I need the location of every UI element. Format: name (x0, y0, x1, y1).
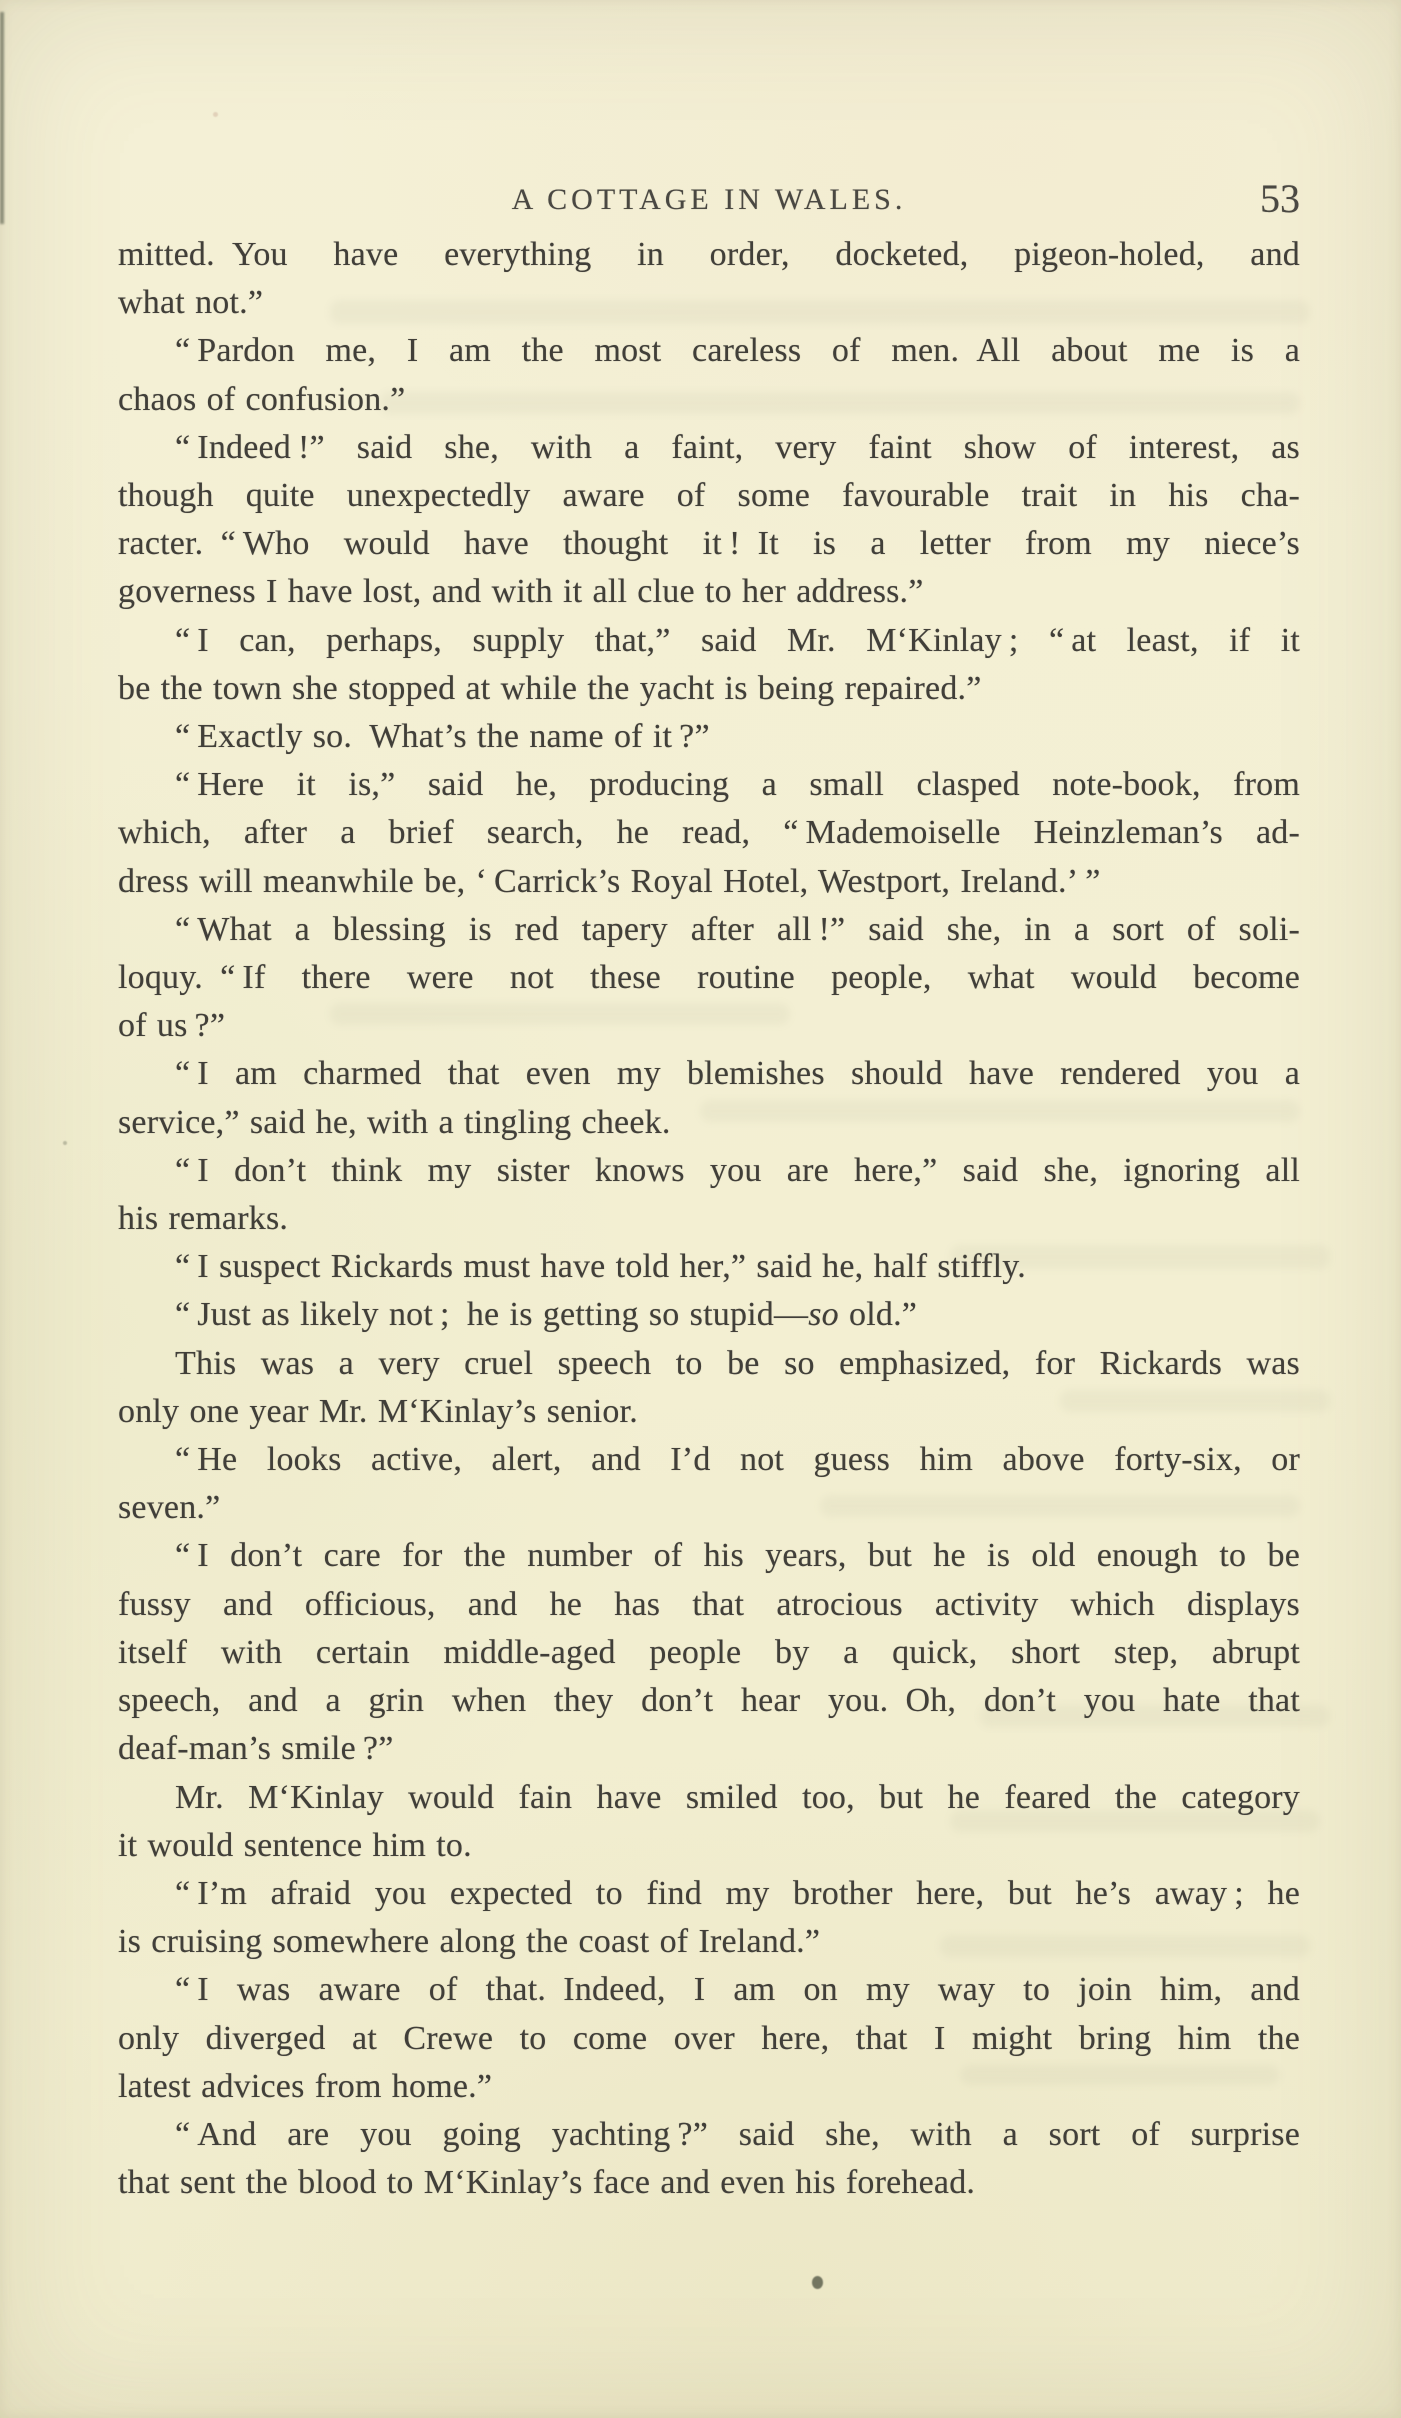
text-segment: chaos of confusion.” (118, 380, 406, 418)
text-line (118, 2159, 1300, 2207)
text-line (118, 1291, 1300, 1339)
text-segment: “ I suspect Rickards must have told her,” said he, half stiffly. (175, 1248, 1026, 1286)
text-line (118, 1966, 1300, 2014)
text-segment: “ What a blessing is red tapery after all !” said she, in a sort of soli- (175, 910, 1300, 948)
text-segment: fussy and officious, and he has that atrocious activity which displays (118, 1585, 1300, 1623)
text-segment: “ And are you going yachting ?” said she, with a sort of surprise (175, 2115, 1300, 2153)
text-line (118, 906, 1300, 954)
text-line (118, 2111, 1300, 2159)
text-line (118, 809, 1300, 857)
text-segment: “ I am charmed that even my blemishes should have rendered you a (175, 1055, 1300, 1093)
text-segment: loquy. “ If there were not these routine people, what would become (118, 959, 1300, 997)
text-segment: what not.” (118, 284, 264, 322)
ink-speck (213, 112, 218, 117)
text-segment: Mr. M‘Kinlay would fain have smiled too, but he feared the category (175, 1778, 1300, 1816)
text-segment: though quite unexpectedly aware of some favourable trait in his cha- (118, 477, 1300, 515)
ink-speck (63, 1141, 67, 1145)
text-line (118, 665, 1300, 713)
text-segment: only diverged at Crewe to come over here, that I might bring him the (118, 2019, 1300, 2057)
text-segment: “ He looks active, alert, and I’d not guess him above forty-six, or (175, 1441, 1300, 1479)
text-line (118, 1629, 1300, 1677)
text-line (118, 858, 1300, 906)
text-line (118, 424, 1300, 472)
text-line (118, 1436, 1300, 1484)
text-line (118, 231, 1300, 279)
text-block (118, 231, 1300, 2207)
text-line (118, 1677, 1300, 1725)
text-segment: service,” said he, with a tingling cheek. (118, 1103, 671, 1141)
text-segment: latest advices from home.” (118, 2067, 493, 2105)
text-segment: “ Exactly so. What’s the name of it ?” (175, 718, 710, 756)
text-segment: This was a very cruel speech to be so emphasized, for Rickards was (175, 1344, 1300, 1382)
text-line (118, 376, 1300, 424)
text-line (118, 713, 1300, 761)
text-line (118, 617, 1300, 665)
text-segment: deaf-man’s smile ?” (118, 1730, 394, 1768)
text-segment: “ Just as likely not ; he is getting so stupid— (175, 1296, 809, 1334)
text-segment: only one year Mr. M‘Kinlay’s senior. (118, 1392, 638, 1430)
text-line (118, 954, 1300, 1002)
text-segment: seven.” (118, 1489, 221, 1527)
page-number: 53 (1260, 176, 1300, 221)
text-line (118, 1870, 1300, 1918)
text-segment: “ I don’t care for the number of his years, but he is old enough to be (175, 1537, 1300, 1575)
text-segment: itself with certain middle-aged people by a quick, short step, abrupt (118, 1633, 1300, 1671)
text-line (118, 520, 1300, 568)
text-line (118, 2015, 1300, 2063)
text-segment: “ Pardon me, I am the most careless of men. All about me is a (175, 332, 1300, 370)
text-line (118, 1099, 1300, 1147)
text-segment: racter. “ Who would have thought it ! It is a letter from my niece’s (118, 525, 1300, 563)
ink-speck (812, 2276, 823, 2289)
text-line (118, 1195, 1300, 1243)
text-line (118, 279, 1300, 327)
text-line (118, 327, 1300, 375)
running-header (118, 176, 1300, 225)
text-line (118, 1725, 1300, 1773)
text-segment: which, after a brief search, he read, “ Mademoiselle Heinzleman’s ad- (118, 814, 1300, 852)
text-segment: his remarks. (118, 1200, 289, 1238)
text-line (118, 1147, 1300, 1195)
text-segment: “ I’m afraid you expected to find my brother here, but he’s away ; he (175, 1874, 1300, 1912)
text-segment: “ Here it is,” said he, producing a small clasped note-book, from (175, 766, 1300, 804)
text-line (118, 1774, 1300, 1822)
text-segment: old.” (838, 1296, 918, 1334)
text-line (118, 1002, 1300, 1050)
chapter-running-title: A COTTAGE IN WALES. (511, 183, 907, 216)
text-line (118, 1532, 1300, 1580)
text-segment: of us ?” (118, 1007, 226, 1045)
text-line (118, 1340, 1300, 1388)
text-segment: it would sentence him to. (118, 1826, 472, 1864)
text-segment: is cruising somewhere along the coast of Ireland.” (118, 1923, 821, 1961)
text-segment: “ I can, perhaps, supply that,” said Mr. M‘Kinlay ; “ at least, if it (175, 621, 1300, 659)
text-line (118, 472, 1300, 520)
text-segment: speech, and a grin when they don’t hear you. Oh, don’t you hate that (118, 1682, 1300, 1720)
text-segment: mitted. You have everything in order, docketed, pigeon-holed, and (118, 236, 1300, 273)
text-segment: be the town she stopped at while the yacht is being repaired.” (118, 669, 982, 707)
text-segment: “ I was aware of that. Indeed, I am on my way to join him, and (175, 1971, 1300, 2009)
text-segment: that sent the blood to M‘Kinlay’s face and even his forehead. (118, 2164, 976, 2202)
text-line (118, 1388, 1300, 1436)
italic-text: so (808, 1296, 839, 1334)
text-line (118, 761, 1300, 809)
text-segment: dress will meanwhile be, ‘ Carrick’s Royal Hotel, Westport, Ireland.’ ” (118, 862, 1101, 900)
text-line (118, 1822, 1300, 1870)
text-segment: governess I have lost, and with it all clue to her address.” (118, 573, 924, 611)
text-line (118, 1484, 1300, 1532)
text-line (118, 1581, 1300, 1629)
text-line (118, 1243, 1300, 1291)
text-line (118, 568, 1300, 616)
text-segment: “ I don’t think my sister knows you are here,” said she, ignoring all (175, 1151, 1300, 1189)
scan-edge-artifact (0, 12, 4, 224)
text-line (118, 1918, 1300, 1966)
text-line (118, 1050, 1300, 1098)
text-segment: “ Indeed !” said she, with a faint, very faint show of interest, as (175, 428, 1300, 466)
text-line (118, 2063, 1300, 2111)
